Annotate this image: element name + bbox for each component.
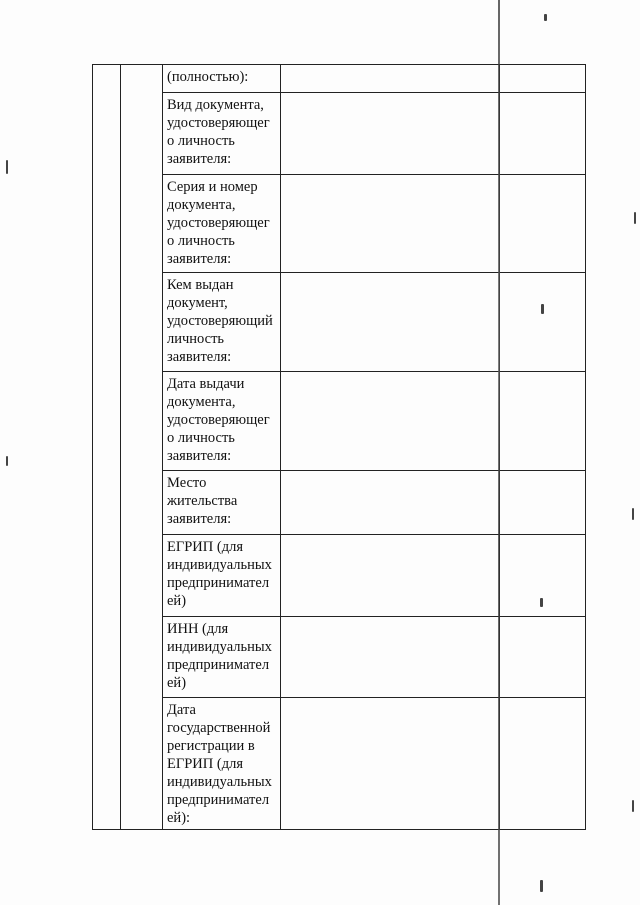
field-label: (полностью): [163, 65, 281, 93]
field-value[interactable] [281, 617, 500, 698]
applicant-form-table [92, 64, 586, 830]
field-extra [500, 65, 586, 93]
field-label: Место жительства заявителя: [163, 471, 281, 535]
field-label: Дата государственной регистрации в ЕГРИП (для индивидуальных предпринимател ей): [163, 698, 281, 830]
scan-speck [634, 212, 636, 224]
field-value[interactable] [281, 535, 500, 617]
scan-speck [6, 456, 8, 466]
field-label: Дата выдачи документа, удостоверяющег о личность заявителя: [163, 372, 281, 471]
field-extra [500, 372, 586, 471]
field-value[interactable] [281, 273, 500, 372]
field-extra [500, 471, 586, 535]
field-value[interactable] [281, 372, 500, 471]
field-value[interactable] [281, 65, 500, 93]
field-label: Вид документа, удостоверяющег о личность заявителя: [163, 93, 281, 175]
scan-speck [540, 880, 543, 892]
field-extra [500, 93, 586, 175]
field-extra [500, 175, 586, 273]
table-row [93, 93, 586, 175]
table-row [93, 535, 586, 617]
number-column-cell [93, 65, 121, 830]
table-row [93, 372, 586, 471]
field-extra [500, 617, 586, 698]
scan-fold-line [498, 0, 500, 905]
section-column-cell [121, 65, 163, 830]
scan-speck [6, 160, 8, 174]
field-label: Серия и номер документа, удостоверяющег о личность заявителя: [163, 175, 281, 273]
field-extra [500, 698, 586, 830]
field-value[interactable] [281, 698, 500, 830]
scan-speck [632, 800, 634, 812]
field-label: Кем выдан документ, удостоверяющий личность заявителя: [163, 273, 281, 372]
table-row [93, 471, 586, 535]
field-value[interactable] [281, 175, 500, 273]
field-value[interactable] [281, 471, 500, 535]
scan-speck [541, 304, 544, 314]
field-extra [500, 273, 586, 372]
field-label: ЕГРИП (для индивидуальных предпринимател ей) [163, 535, 281, 617]
scan-speck [632, 508, 634, 520]
scan-speck [544, 14, 547, 21]
field-value[interactable] [281, 93, 500, 175]
table-row [93, 698, 586, 830]
table-row [93, 65, 586, 93]
field-label: ИНН (для индивидуальных предпринимател ей) [163, 617, 281, 698]
scan-speck [540, 598, 543, 607]
table-row [93, 175, 586, 273]
table-row [93, 273, 586, 372]
table-row [93, 617, 586, 698]
